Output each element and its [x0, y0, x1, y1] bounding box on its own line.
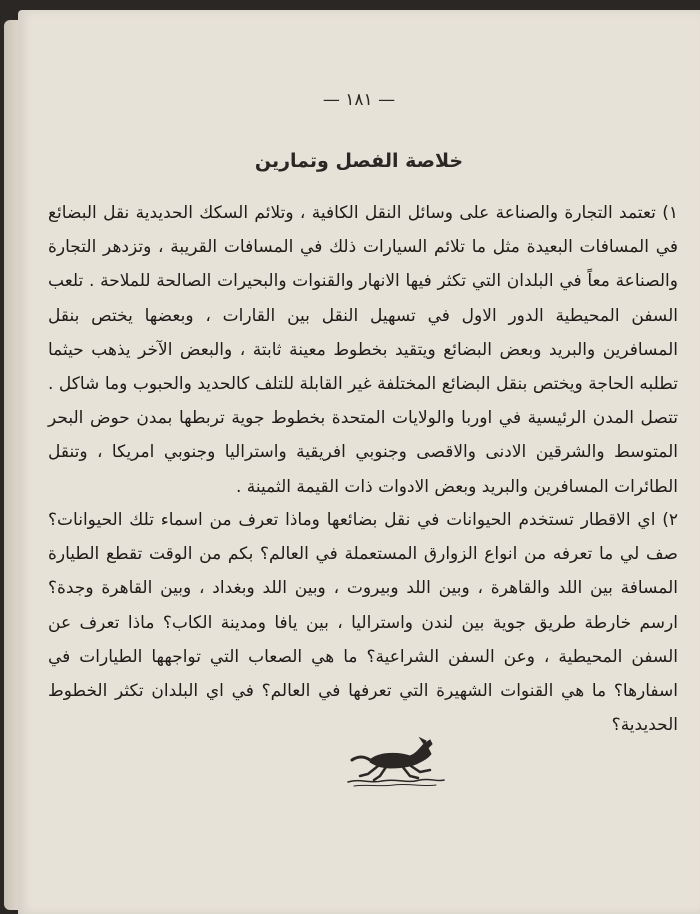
book-page	[18, 10, 700, 914]
running-horse-icon	[340, 732, 450, 792]
section-heading: خلاصة الفصل وتمارين	[254, 150, 464, 172]
exercise-paragraph: ٢) اي الاقطار تستخدم الحيوانات في نقل بضائعها وماذا تعرف من اسماء تلك الحيوانات؟ صف لي ما تعرفه من انواع الزوارق المستعملة في العالم؟ بكم من الوقت تقطع الطيارة المسافة بين اللد والقاهرة ، وبين اللد وبيروت ، وبين اللد وبغداد ، وبين القاهرة وجدة؟ ارسم خارطة طريق جوية بين لندن واستراليا ، بين يافا ومدينة الكاب؟ ماذا تعرف عن السفن المحيطية ، وعن السفن الشراعية؟ ما هي الصعاب التي تواجهها الطيارات في اسفارها؟ ما هي القنوات الشهيرة التي تعرفها في العالم؟ في اي البلدان تكثر الخطوط الحديدية؟	[48, 510, 678, 736]
page-number: — ١٨١ —	[322, 90, 396, 110]
summary-paragraph: ١) تعتمد التجارة والصناعة على وسائل النقل الكافية ، وتلائم السكك الحديدية نقل البضائع في المسافات البعيدة مثل ما تلائم السيارات ذلك في المسافات القريبة ، وتزدهر التجارة والصناعة معاً في البلدان التي تكثر فيها الانهار والقنوات والبحيرات الصالحة للملاحة . تلعب السفن المحيطية الدور الاول في تسهيل النقل بين القارات ، وبعضها يختص بنقل المسافرين والبريد وبعض البضائع ويتقيد بخطوط معينة ثابتة ، والبعض الآخر يذهب حيثما تطلبه الحاجة ويختص بنقل البضائع المختلفة غير القابلة للتلف كالحديد والحبوب وما شاكل . تتصل المدن الرئيسية في اوربا والولايات المتحدة بخطوط جوية تربطها بمدن حوض البحر المتوسط والشرقين الادنى والاقصى وجنوبي افريقية واستراليا وجنوبي امريكا ، وتنقل الطائرات المسافرين والبريد وبعض الادوات ذات القيمة الثمينة .	[48, 203, 678, 497]
